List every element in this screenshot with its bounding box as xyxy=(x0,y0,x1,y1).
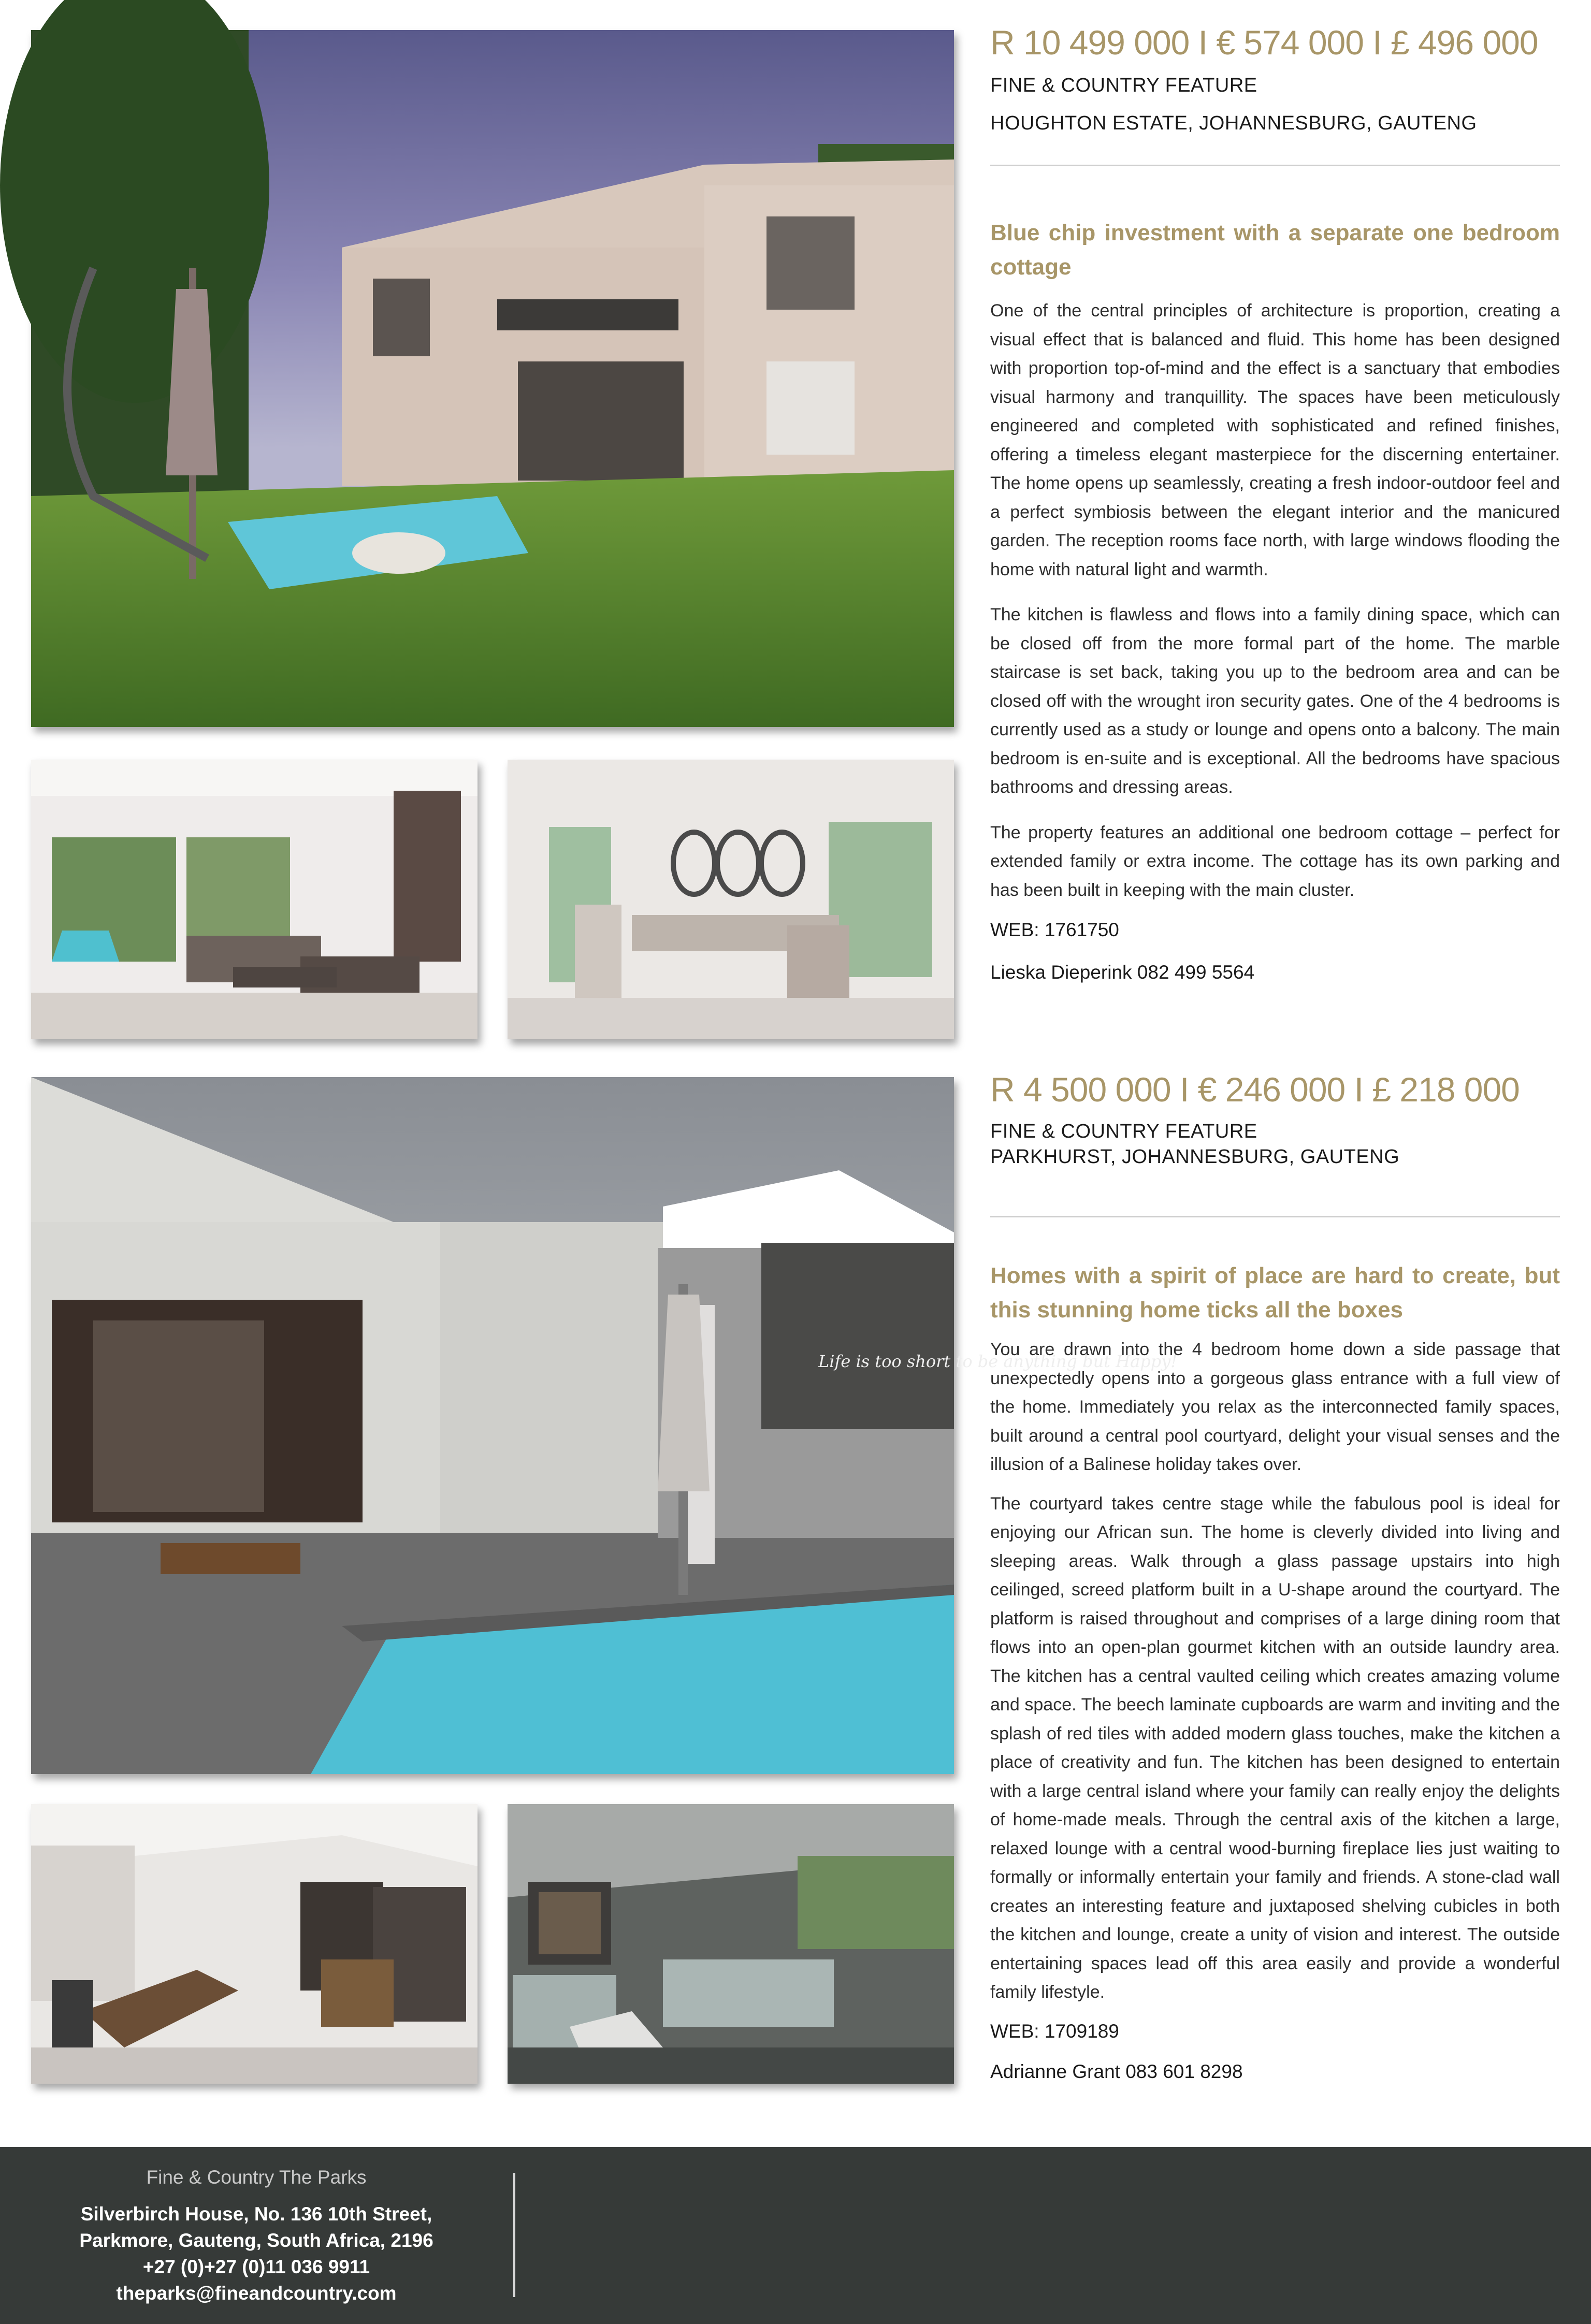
footer-address-line: Parkmore, Gauteng, South Africa, 2196 xyxy=(79,2230,433,2251)
footer-address-line: Silverbirch House, No. 136 10th Street, xyxy=(80,2203,432,2225)
listing2-price: R 4 500 000 I € 246 000 I £ 218 000 xyxy=(990,1070,1520,1109)
footer-address xyxy=(0,2201,513,2306)
listing1-main-photo xyxy=(31,30,954,727)
listing1-feature-label: FINE & COUNTRY FEATURE xyxy=(990,75,1257,96)
listing2-details xyxy=(990,1070,1560,2083)
listing1-agent-contact: Lieska Dieperink 082 499 5564 xyxy=(990,962,1255,983)
listing2-feature-label: FINE & COUNTRY FEATURE xyxy=(990,1121,1257,1142)
listing2-divider xyxy=(990,1216,1560,1217)
listing2-paragraph: The courtyard takes centre stage while the fabulous pool is ideal for enjoying our African sun. The home is cleverly divided into living and sleeping areas. Walk through a glass passage upstairs into high ceilinged, screed platform built in a U-shape around the courtyard. The platform is raised throughout and comprises of a large dining room that flows into an open-plan gourmet kitchen with an outside laundry area. The kitchen has a central vaulted ceiling which creates amazing volume and space. The beech laminate cupboards are warm and inviting and the splash of red tiles with added modern glass touches, make the kitchen a place of creativity and fun. The kitchen has been designed to entertain with a large central island where your family can really enjoy the delights of home-made meals. Through the central axis of the kitchen a large, relaxed lounge with a central wood-burning fireplace lies just waiting to formally or informally entertain your family and friends. A stone-clad wall creates an interesting feature and juxtaposed shelving cubicles in both the kitchen and lounge, create a unity of vision and interest. The outside entertaining spaces lead off this area easily and provide a wonderful family lifestyle. xyxy=(990,1493,1560,2002)
listing2-location: PARKHURST, JOHANNESBURG, GAUTENG xyxy=(990,1146,1400,1168)
listing1-paragraph: The property features an additional one bedroom cottage – perfect for extended family or extra income. The cottage has its own parking and has been built in keeping with the main cluster. xyxy=(990,822,1560,900)
listing2-agent-contact: Adrianne Grant 083 601 8298 xyxy=(990,2060,1243,2082)
listing1-paragraph: One of the central principles of architecture is proportion, creating a visual effect that is balanced and fluid. This home has been designed with proportion top-of-mind and the effect is a sanctuary that embodies visual harmony and tranquillity. The spaces have been meticulously engineered and completed with sophisticated and refined finishes, offering a timeless elegant masterpiece for the discerning entertainer. The home opens up seamlessly, creating a fresh indoor-outdoor feel and a perfect symbiosis between the elegant interior and the manicured garden. The reception rooms face north, with large windows flooding the home with natural light and warmth. xyxy=(990,301,1560,579)
listing2-web-ref: WEB: 1709189 xyxy=(990,2020,1119,2042)
listing1-headline: Blue chip investment with a separate one bedroom cottage xyxy=(990,220,1560,280)
listing1-living-room-photo xyxy=(31,760,478,1039)
listing1-web-ref: WEB: 1761750 xyxy=(990,919,1119,940)
listing2-patio-photo xyxy=(508,1804,954,2084)
listing2-paragraph: You are drawn into the 4 bedroom home down a side passage that unexpectedly opens into a gorgeous glass entrance with a full view of the home. Immediately you relax as the interconnected family spaces, built around a central pool courtyard, delight your visual senses and the illusion of a Balinese holiday takes over. xyxy=(990,1340,1560,1474)
listing1-location: HOUGHTON ESTATE, JOHANNESBURG, GAUTENG xyxy=(990,112,1477,134)
footer-office-name: Fine & Country The Parks xyxy=(146,2167,367,2188)
footer-divider xyxy=(513,2173,515,2297)
listing1-divider xyxy=(990,165,1560,166)
listing2-kitchen-photo xyxy=(31,1804,478,2084)
listing1-details xyxy=(990,23,1560,983)
footer-email-link[interactable]: theparks@fineandcountry.com xyxy=(116,2283,397,2304)
listing2-wall-sign: Life is too short to be anything but Happy! xyxy=(818,1352,1178,1371)
listing1-paragraph: The kitchen is flawless and flows into a family dining space, which can be closed off from the more formal part of the home. The marble staircase is set back, taking you up to the bedroom area and can be closed off with the wrought iron security gates. One of the 4 bedrooms is currently used as a study or lounge and opens onto a balcony. The main bedroom is en-suite and is exceptional. All the bedrooms have spacious bathrooms and dressing areas. xyxy=(990,605,1560,797)
listing1-price: R 10 499 000 I € 574 000 I £ 496 000 xyxy=(990,23,1538,62)
listing1-dining-room-photo xyxy=(508,760,954,1039)
listing2-headline: Homes with a spirit of place are hard to create, but this stunning home ticks all the boxes xyxy=(990,1263,1560,1323)
footer-phone[interactable]: +27 (0)+27 (0)11 036 9911 xyxy=(142,2256,370,2277)
footer xyxy=(0,2147,1591,2324)
